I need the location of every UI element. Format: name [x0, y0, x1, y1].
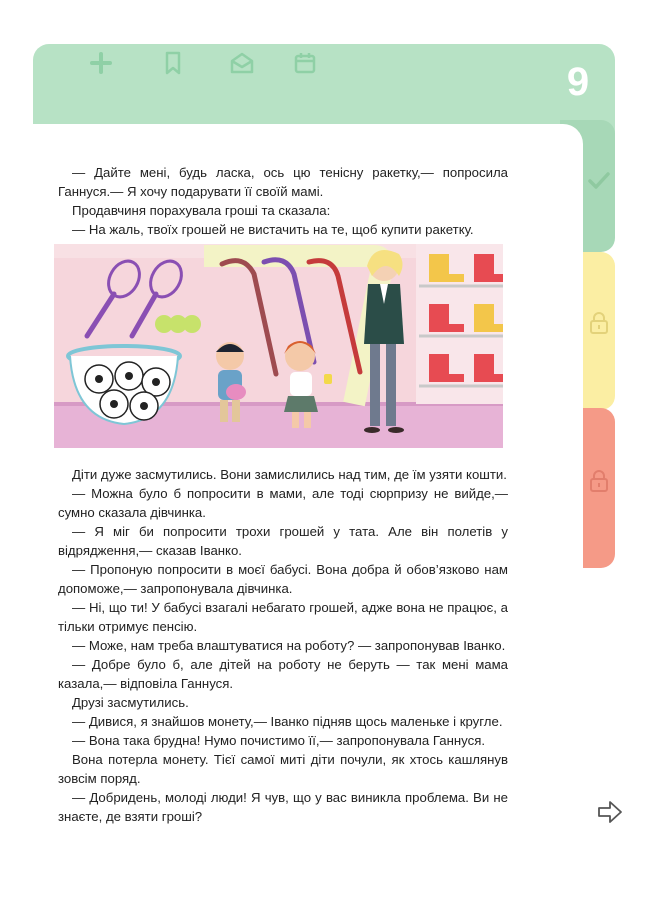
story-text-bottom — [58, 465, 508, 826]
lock-icon — [586, 310, 612, 336]
page-number: 9 — [566, 60, 590, 104]
paragraph: — Пропоную попросити в моєї бабусі. Вона добра й обов’язково нам допоможе,— запропонувала дівчинка. — [58, 562, 508, 596]
paragraph: — Я міг би попросити трохи грошей у тата. Але він полетів у відрядження,— сказав Іванко. — [58, 524, 508, 558]
paragraph: — Добридень, молоді люди! Я чув, що у вас виникла проблема. Ви не знаєте, де взяти гроші? — [58, 790, 508, 824]
arrow-right-icon[interactable] — [596, 798, 624, 826]
plus-icon[interactable] — [88, 50, 114, 76]
tennis-balls — [155, 315, 201, 333]
paragraph: — Дайте мені, будь ласка, ось цю тенісну ракетку,— попросила Ганнуся.— Я хочу подарувати її своїй мамі. — [58, 165, 508, 199]
sports-shop-illustration — [54, 244, 503, 448]
paragraph: — Дивися, я знайшов монету,— Іванко підняв щось маленьке і кругле. — [72, 714, 503, 729]
lock-icon — [586, 468, 612, 494]
skates-shelf — [416, 244, 503, 404]
paragraph: — Добре було б, але дітей на роботу не беруть — так мені мама казала,— відповіла Ганнуся. — [58, 657, 508, 691]
envelope-icon[interactable] — [229, 50, 255, 76]
bookmark-icon[interactable] — [160, 50, 186, 76]
paragraph: — Ні, що ти! У бабусі взагалі небагато грошей, адже вона не працює, а тільки отримує пенсію. — [58, 600, 508, 634]
check-icon — [586, 168, 612, 194]
paragraph: Діти дуже засмутились. Вони замислились над тим, де їм узяти кошти. — [72, 467, 507, 482]
paragraph: Вона потерла монету. Тієї самої миті діти почули, як хтось кашлянув зовсім поряд. — [58, 752, 508, 786]
paragraph: — На жаль, твоїх грошей не вистачить на те, щоб купити ракетку. — [72, 222, 474, 237]
paragraph: — Вона така брудна! Нумо почистимо її,— запропонувала Ганнуся. — [72, 733, 486, 748]
paragraph: — Можна було б попросити в мами, але тоді сюрпризу не вийде,— сумно сказала дівчинка. — [58, 486, 508, 520]
calendar-icon[interactable] — [292, 50, 318, 76]
story-text-top — [58, 163, 508, 239]
paragraph: Продавчиня порахувала гроші та сказала: — [72, 203, 331, 218]
paragraph: — Може, нам треба влаштуватися на роботу? — запропонував Іванко. — [72, 638, 506, 653]
paragraph: Друзі засмутились. — [72, 695, 189, 710]
